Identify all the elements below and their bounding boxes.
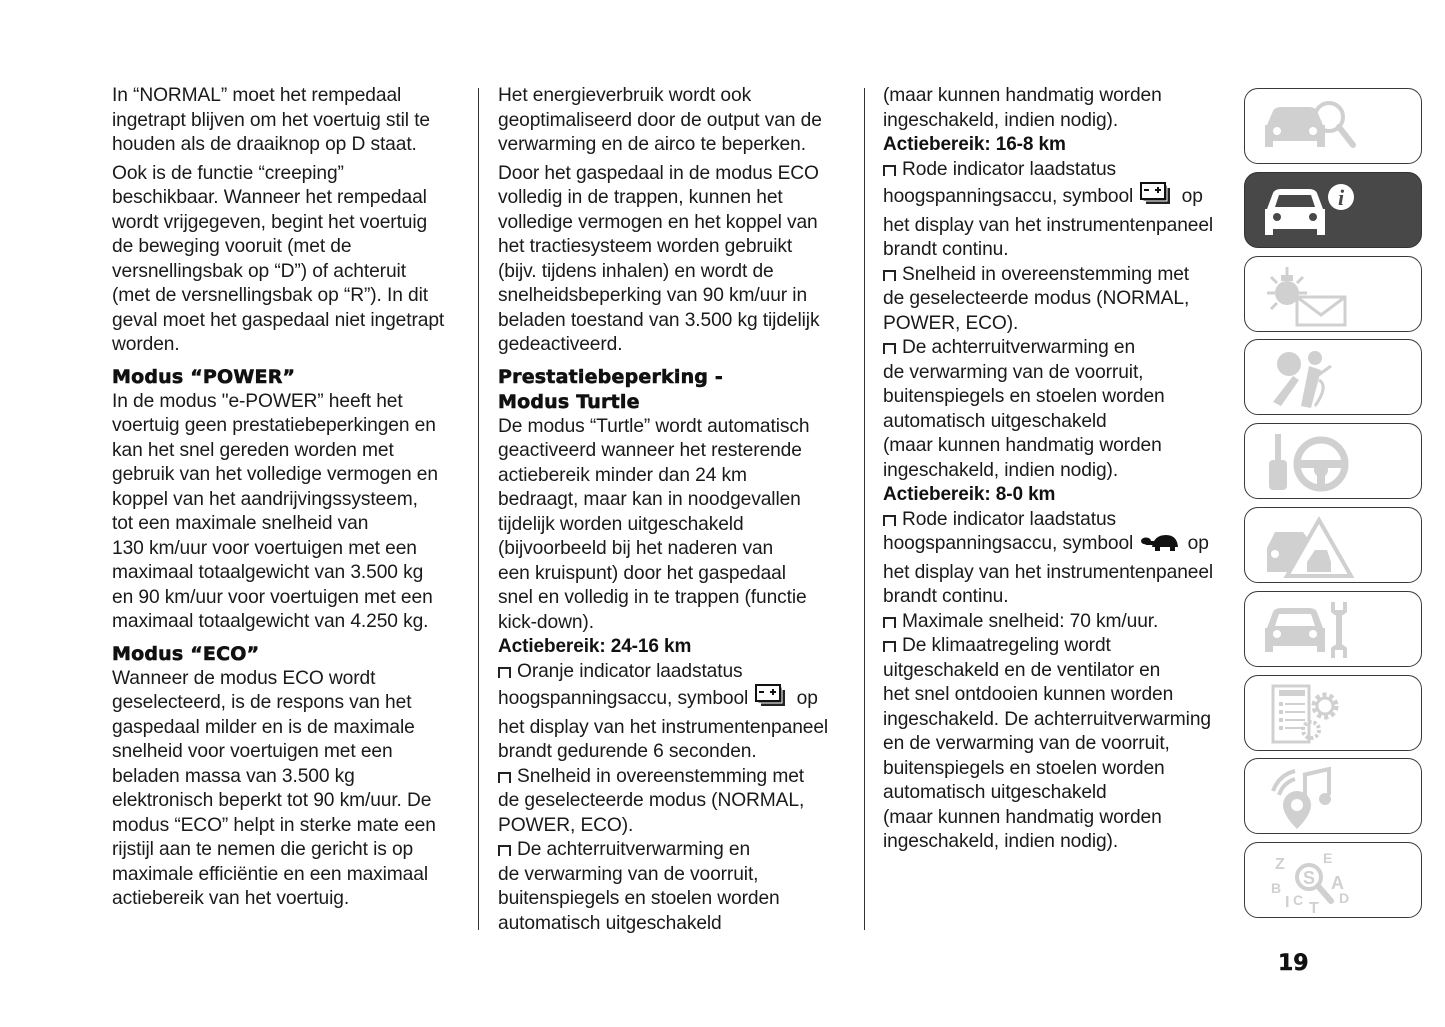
text-line: ingeschakeld. De achterruitverwarming xyxy=(883,708,1211,730)
text-line: De achterruitverwarming en xyxy=(902,337,1136,358)
turtle-mode-heading xyxy=(498,365,858,415)
text-line: het snel ontdooien kunnen worden xyxy=(883,684,1174,705)
text-line: snelheidsbeperking van 90 km/uur in xyxy=(498,285,808,306)
text-line: (met de versnellingsbak op “R”). In dit xyxy=(112,285,429,306)
text-line: het display van het instrumentenpaneel xyxy=(498,716,829,738)
tab-safety[interactable] xyxy=(1244,339,1422,415)
text-line: maximale efficiëntie en een maximaal xyxy=(112,863,428,885)
bullet-icon xyxy=(883,343,896,354)
column-1 xyxy=(112,84,472,912)
text-line: ingetrapt blijven om het voertuig stil te xyxy=(112,109,430,131)
spec-list-gears-icon xyxy=(1259,682,1359,746)
text-line: op xyxy=(1187,533,1209,554)
svg-text:Z: Z xyxy=(1275,856,1285,874)
text-line: (maar kunnen handmatig worden xyxy=(883,806,1162,828)
power-mode-heading: Modus “POWER” xyxy=(112,365,296,388)
text-line: de geselecteerde modus (NORMAL, xyxy=(498,790,805,811)
alphabetical-index-icon xyxy=(1259,849,1359,913)
text-line: maximaal totaalgewicht van 4.250 kg. xyxy=(112,611,429,632)
text-line: en de verwarming van de voorruit, xyxy=(883,733,1170,754)
text-line: automatisch uitgeschakeld xyxy=(498,912,722,934)
tab-starting-driving[interactable] xyxy=(1244,423,1422,499)
svg-text:B: B xyxy=(1271,880,1282,897)
text-line: In “NORMAL” moet het rempedaal xyxy=(112,85,402,106)
text-line: brandt continu. xyxy=(883,586,1009,607)
text-line: In de modus "e-POWER” heeft het xyxy=(112,390,403,412)
svg-text:E: E xyxy=(1323,850,1333,867)
bullet-icon xyxy=(883,270,896,281)
text-line: versnellingsbak op “D”) of achteruit xyxy=(112,260,406,282)
bullet-item xyxy=(883,158,1233,263)
battery-warning-icon xyxy=(755,684,789,716)
svg-text:A: A xyxy=(1331,873,1344,894)
text-line: ingeschakeld, indien nodig). xyxy=(883,459,1119,481)
text-line: Snelheid in overeenstemming met xyxy=(517,765,804,787)
text-line: houden als de draaiknop op D staat. xyxy=(112,134,417,155)
bullet-icon xyxy=(883,617,896,628)
car-magnifier-icon xyxy=(1259,95,1359,159)
text-line: gedeactiveerd. xyxy=(498,334,623,355)
text-line: tot een maximale snelheid van xyxy=(112,513,369,534)
text-line: het display van het instrumentenpaneel xyxy=(883,214,1214,236)
text-line: De klimaatregeling wordt xyxy=(902,635,1111,656)
gaspedal-paragraph xyxy=(498,162,858,358)
text-line: de verwarming van de voorruit, xyxy=(883,361,1144,383)
tab-warning-lights[interactable] xyxy=(1244,256,1422,332)
range-24-16-heading: Actiebereik: 24-16 km xyxy=(498,636,692,657)
text-line: volledige vermogen en het koppel van xyxy=(498,211,818,233)
warning-light-message-icon xyxy=(1259,263,1359,327)
multimedia-music-icon xyxy=(1259,765,1359,829)
text-line: modus “ECO” helpt in sterke mate een xyxy=(112,814,436,836)
column-divider xyxy=(478,88,479,930)
text-line: brandt gedurende 6 seconden. xyxy=(498,741,757,762)
bullet-item xyxy=(883,263,1233,337)
text-line: op xyxy=(796,688,818,709)
heading-line: Modus Turtle xyxy=(498,390,640,413)
range-16-8-heading: Actiebereik: 16-8 km xyxy=(883,134,1066,155)
text-line: (bijv. tijdens inhalen) en wordt de xyxy=(498,260,774,282)
car-info-icon xyxy=(1259,179,1359,243)
text-line: ingeschakeld, indien nodig). xyxy=(883,109,1119,131)
column-2 xyxy=(498,84,858,936)
text-line: beladen toestand van 3.500 kg tijdelijk xyxy=(498,309,820,331)
text-line: en 90 km/uur voor voertuigen met een xyxy=(112,586,433,608)
heading-line: Prestatiebeperking - xyxy=(498,365,723,388)
bullet-item xyxy=(883,610,1233,635)
tab-car-knowledge[interactable] xyxy=(1244,88,1422,164)
text-line: automatisch uitgeschakeld xyxy=(883,782,1107,803)
text-line: de verwarming van de voorruit, xyxy=(498,863,759,885)
text-line: POWER, ECO). xyxy=(883,312,1019,334)
svg-text:C: C xyxy=(1293,892,1304,909)
bullet-icon xyxy=(883,641,896,652)
bullet-icon xyxy=(883,515,896,526)
bullet-icon xyxy=(498,845,511,856)
text-line: beschikbaar. Wanneer het rempedaal xyxy=(112,187,427,208)
bullet-item xyxy=(498,660,858,765)
bullet-item xyxy=(883,508,1233,610)
tab-maintenance[interactable] xyxy=(1244,591,1422,667)
text-line: volledig in de trappen, kunnen het xyxy=(498,187,783,208)
text-line: worden. xyxy=(112,334,180,355)
text-line: hoogspanningsaccu, symbool xyxy=(883,186,1134,207)
tab-index[interactable] xyxy=(1244,842,1422,918)
power-mode-paragraph xyxy=(112,390,472,635)
bullet-icon xyxy=(498,667,511,678)
text-line: Door het gaspedaal in de modus ECO xyxy=(498,162,819,184)
text-line: geoptimaliseerd door de output van de xyxy=(498,109,822,131)
text-line: koppel van het aandrijvingssysteem, xyxy=(112,488,418,510)
column-3 xyxy=(883,84,1233,855)
energy-paragraph xyxy=(498,84,858,158)
battery-warning-icon xyxy=(1140,182,1174,214)
text-line: de geselecteerde modus (NORMAL, xyxy=(883,288,1190,309)
svg-text:T: T xyxy=(1309,900,1319,914)
svg-text:i: i xyxy=(1337,184,1345,210)
text-line: bedraagt, maar kan in noodgevallen xyxy=(498,489,801,510)
text-line: kick-down). xyxy=(498,611,594,633)
turtle-mode-paragraph xyxy=(498,415,858,636)
text-line: buitenspiegels en stoelen worden xyxy=(883,386,1165,407)
column-divider xyxy=(864,88,865,930)
text-line: (bijvoorbeeld bij het naderen van xyxy=(498,538,774,559)
text-line: snelheid voor voertuigen met een xyxy=(112,741,393,762)
key-steering-wheel-icon xyxy=(1259,430,1359,494)
text-line: Het energieverbruik wordt ook xyxy=(498,85,752,106)
text-line: Maximale snelheid: 70 km/uur. xyxy=(902,610,1159,632)
text-line: snel en volledig in te trappen (functie xyxy=(498,587,807,608)
bullet-item xyxy=(883,336,1233,483)
text-line: kan het snel gereden worden met xyxy=(112,439,394,461)
text-line: geactiveerd wanneer het resterende xyxy=(498,440,802,461)
text-line: geselecteerd, is de respons van het xyxy=(112,692,412,713)
text-line: Wanneer de modus ECO wordt xyxy=(112,667,376,689)
eco-mode-paragraph xyxy=(112,667,472,912)
text-line: Snelheid in overeenstemming met xyxy=(902,263,1189,285)
text-line: het display van het instrumentenpaneel xyxy=(883,561,1214,583)
eco-mode-heading: Modus “ECO” xyxy=(112,642,260,665)
text-line: ingeschakeld, indien nodig). xyxy=(883,831,1119,852)
text-line: voertuig geen prestatiebeperkingen en xyxy=(112,415,436,436)
page-number: 19 xyxy=(1278,951,1309,976)
turtle-icon xyxy=(1140,533,1180,561)
text-line: POWER, ECO). xyxy=(498,814,634,836)
text-line: Rode indicator laadstatus xyxy=(902,508,1117,530)
car-wrench-icon xyxy=(1259,598,1359,662)
text-line: hoogspanningsaccu, symbool xyxy=(498,688,749,709)
svg-text:I: I xyxy=(1285,894,1290,912)
svg-text:S: S xyxy=(1302,868,1316,889)
tab-car-info[interactable] xyxy=(1244,172,1422,248)
continued-paragraph xyxy=(883,84,1233,133)
tab-technical-data[interactable] xyxy=(1244,675,1422,751)
text-line: tijdelijk worden uitgeschakeld xyxy=(498,513,744,535)
text-line: uitgeschakeld en de ventilator en xyxy=(883,659,1161,681)
text-line: 130 km/uur voor voertuigen met een xyxy=(112,537,417,559)
bullet-icon xyxy=(883,165,896,176)
text-line: gebruik van het volledige vermogen en xyxy=(112,464,438,485)
text-line: geval moet het gaspedaal niet ingetrapt xyxy=(112,309,445,331)
text-line: gaspedaal milder en is de maximale xyxy=(112,716,415,738)
tab-emergency[interactable] xyxy=(1244,507,1422,583)
text-line: een kruispunt) door het gaspedaal xyxy=(498,562,786,584)
text-line: (maar kunnen handmatig worden xyxy=(883,85,1162,106)
text-line: automatisch uitgeschakeld xyxy=(883,410,1107,432)
bullet-item xyxy=(883,634,1233,855)
airbag-seat-icon xyxy=(1259,346,1359,410)
bullet-item xyxy=(498,765,858,839)
text-line: de beweging vooruit (met de xyxy=(112,236,352,257)
text-line: Oranje indicator laadstatus xyxy=(517,660,743,682)
car-hazard-triangle-icon xyxy=(1259,514,1359,578)
text-line: De achterruitverwarming en xyxy=(517,839,751,860)
creeping-paragraph xyxy=(112,162,472,358)
text-line: het tractiesysteem worden gebruikt xyxy=(498,236,793,257)
normal-mode-paragraph xyxy=(112,84,472,158)
text-line: elektronisch beperkt tot 90 km/uur. De xyxy=(112,790,432,811)
svg-text:D: D xyxy=(1339,890,1350,907)
text-line: maximaal totaalgewicht van 3.500 kg xyxy=(112,562,424,583)
text-line: rijstijl aan te nemen die gericht is op xyxy=(112,839,414,860)
tab-multimedia[interactable] xyxy=(1244,758,1422,834)
text-line: op xyxy=(1181,186,1203,207)
bullet-icon xyxy=(498,772,511,783)
text-line: Ook is de functie “creeping” xyxy=(112,162,344,184)
text-line: actiebereik van het voertuig. xyxy=(112,888,350,909)
text-line: beladen massa van 3.500 kg xyxy=(112,765,355,787)
text-line: Rode indicator laadstatus xyxy=(902,158,1117,180)
text-line: (maar kunnen handmatig worden xyxy=(883,435,1162,456)
range-8-0-heading: Actiebereik: 8-0 km xyxy=(883,484,1056,505)
text-line: hoogspanningsaccu, symbool xyxy=(883,533,1134,554)
chapter-tabs xyxy=(1244,88,1422,926)
text-line: De modus “Turtle” wordt automatisch xyxy=(498,415,810,437)
text-line: buitenspiegels en stoelen worden xyxy=(883,757,1165,779)
text-line: verwarming en de airco te beperken. xyxy=(498,134,806,155)
text-line: wordt vrijgegeven, begint het voertuig xyxy=(112,211,428,233)
text-line: actiebereik minder dan 24 km xyxy=(498,464,747,486)
text-line: brandt continu. xyxy=(883,239,1009,260)
bullet-item xyxy=(498,838,858,936)
text-line: buitenspiegels en stoelen worden xyxy=(498,888,780,909)
